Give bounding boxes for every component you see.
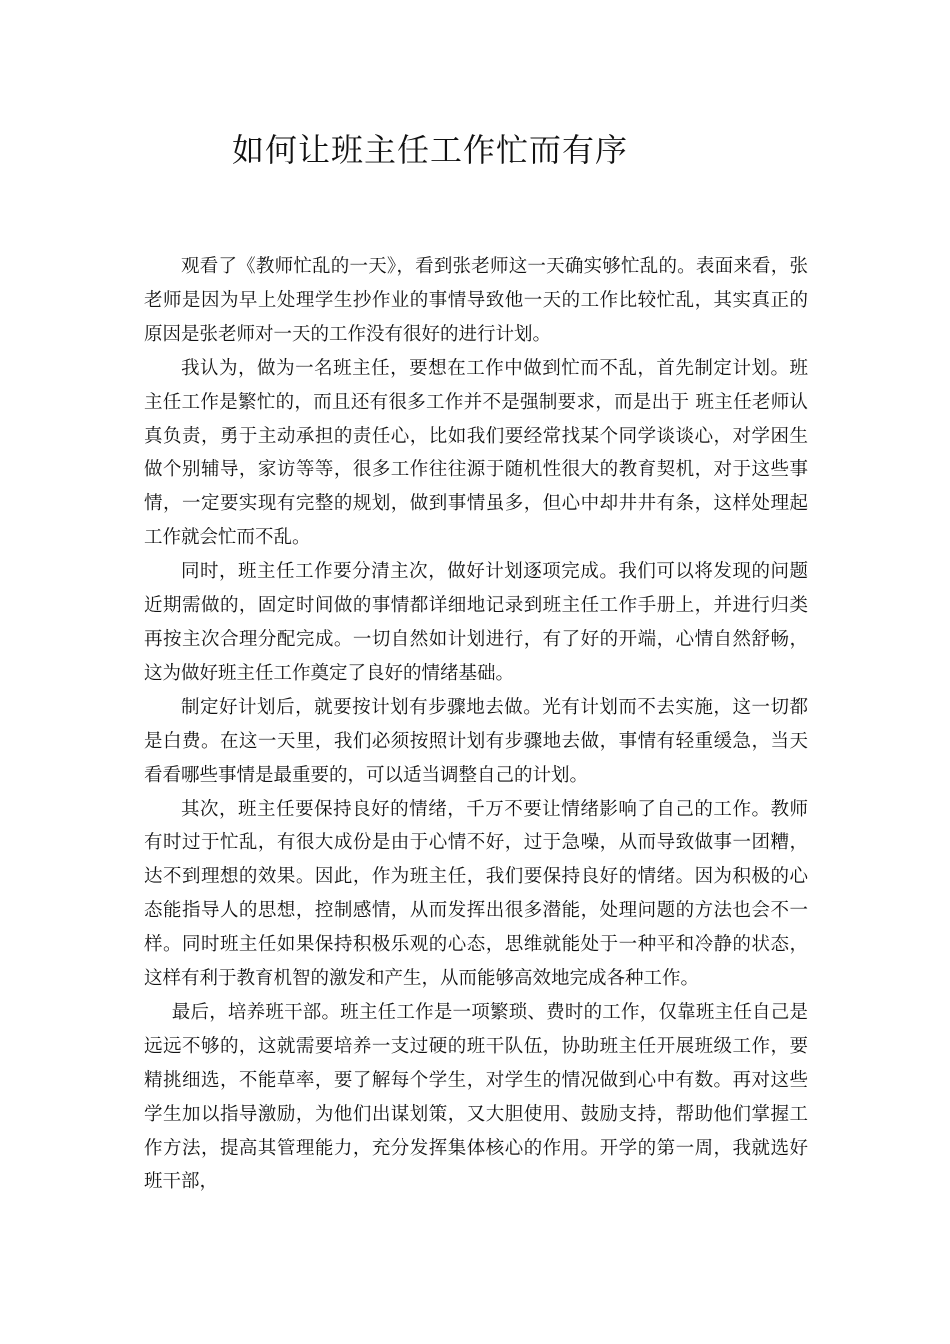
paragraph-1: 观看了《教师忙乱的一天》，看到张老师这一天确实够忙乱的。表面来看，张老师是因为早上处理学生抄作业的事情导致他一天的工作比较忙乱，其实真正的原因是张老师对一天的工作没有很好的进行计划。 [144, 256, 808, 345]
paragraph-3: 同时，班主任工作要分清主次，做好计划逐项完成。我们可以将发现的问题近期需做的，固定时间做的事情都详细地记录到班主任工作手册上，并进行归类再按主次合理分配完成。一切自然如计划进行，有了好的开端，心情自然舒畅，这为做好班主任工作奠定了良好的情绪基础。 [144, 561, 808, 684]
document-title: 如何让班主任工作忙而有序 [232, 131, 629, 169]
paragraph-4: 制定好计划后，就要按计划有步骤地去做。光有计划而不去实施，这一切都是白费。在这一天里，我们必须按照计划有步骤地去做，事情有轻重缓急，当天看看哪些事情是最重要的，可以适当调整自己的计划。 [144, 696, 808, 786]
document-body [144, 250, 808, 1199]
paragraph-6: 最后，培养班干部。班主任工作是一项繁琐、费时的工作，仅靠班主任自己是远远不够的，这就需要培养一支过硬的班干队伍，协助班主任开展班级工作，要精挑细选，不能草率，要了解每个学生，对学生的情况做到心中有数。再对这些学生加以指导激励，为他们出谋划策，又大胆使用、鼓励支持，帮助他们掌握工作方法，提高其管理能力，充分发挥集体核心的作用。开学的第一周，我就选好班干部， [144, 1001, 808, 1193]
paragraph-5: 其次，班主任要保持良好的情绪，千万不要让情绪影响了自己的工作。教师有时过于忙乱，有很大成份是由于心情不好，过于急噪，从而导致做事一团糟，达不到理想的效果。因此，作为班主任，我们要保持良好的情绪。因为积极的心态能指导人的思想，控制感情，从而发挥出很多潜能，处理问题的方法也会不一样。同时班主任如果保持积极乐观的心态，思维就能处于一种平和冷静的状态，这样有利于教育机智的激发和产生，从而能够高效地完成各种工作。 [144, 798, 808, 990]
paragraph-2: 我认为，做为一名班主任，要想在工作中做到忙而不乱，首先制定计划。班主任工作是繁忙的，而且还有很多工作并不是强制要求，而是出于 班主任老师认真负责，勇于主动承担的责任心，比如我们要经常找某个同学谈谈心，对学困生做个别辅导，家访等等，很多工作往往源于随机性很大的教育契机，对于这些事情，一定要实现有完整的规划，做到事情虽多，但心中却井井有条，这样处理起工作就会忙而不乱。 [144, 357, 808, 549]
